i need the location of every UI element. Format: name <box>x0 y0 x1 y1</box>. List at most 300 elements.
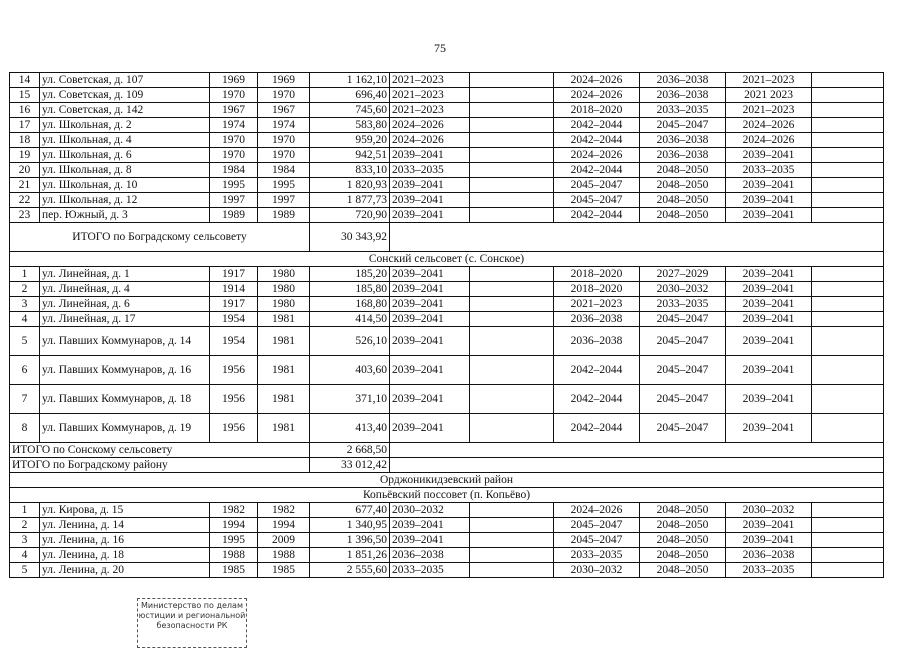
total-label: ИТОГО по Боградскому району <box>10 458 310 473</box>
period-cell: 2021–2023 <box>390 88 470 103</box>
empty-cell <box>812 282 884 297</box>
period-cell <box>470 193 554 208</box>
period-cell: 2036–2038 <box>640 133 726 148</box>
table-row <box>10 297 884 312</box>
address-cell: ул. Ленина, д. 18 <box>40 548 210 563</box>
address-cell: ул. Павших Коммунаров, д. 14 <box>40 327 210 356</box>
total-label: ИТОГО по Боградскому сельсовету <box>10 223 310 252</box>
area-cell: 959,20 <box>310 133 390 148</box>
period-cell: 2039–2041 <box>390 312 470 327</box>
empty-cell <box>812 327 884 356</box>
period-cell: 2048–2050 <box>640 163 726 178</box>
area-cell: 403,60 <box>310 356 390 385</box>
period-cell: 2039–2041 <box>390 356 470 385</box>
build-year-cell: 1994 <box>210 518 258 533</box>
empty-cell <box>812 297 884 312</box>
commission-year-cell: 1980 <box>258 267 310 282</box>
period-cell: 2045–2047 <box>640 118 726 133</box>
period-cell: 2033–2035 <box>554 548 640 563</box>
period-cell: 2048–2050 <box>640 548 726 563</box>
period-cell: 2039–2041 <box>390 414 470 443</box>
period-cell: 2039–2041 <box>390 327 470 356</box>
build-year-cell: 1974 <box>210 118 258 133</box>
period-cell <box>470 282 554 297</box>
row-number-cell: 16 <box>10 103 40 118</box>
table-row <box>10 267 884 282</box>
table-row <box>10 193 884 208</box>
period-cell: 2045–2047 <box>640 385 726 414</box>
commission-year-cell: 1988 <box>258 548 310 563</box>
period-cell: 2039–2041 <box>726 518 812 533</box>
period-cell <box>470 327 554 356</box>
table-row <box>10 312 884 327</box>
table-row <box>10 563 884 578</box>
period-cell <box>470 356 554 385</box>
area-cell: 2 555,60 <box>310 563 390 578</box>
table-row <box>10 503 884 518</box>
address-cell: ул. Павших Коммунаров, д. 16 <box>40 356 210 385</box>
empty-cell <box>812 178 884 193</box>
period-cell: 2039–2041 <box>726 193 812 208</box>
commission-year-cell: 1970 <box>258 88 310 103</box>
period-cell: 2039–2041 <box>726 327 812 356</box>
address-cell: ул. Ленина, д. 20 <box>40 563 210 578</box>
table-row <box>10 103 884 118</box>
period-cell: 2039–2041 <box>390 193 470 208</box>
row-number-cell: 3 <box>10 297 40 312</box>
period-cell: 2039–2041 <box>390 297 470 312</box>
area-cell: 720,90 <box>310 208 390 223</box>
table-row <box>10 548 884 563</box>
empty-cell <box>390 443 884 458</box>
address-cell: ул. Советская, д. 107 <box>40 73 210 88</box>
page-number: 75 <box>434 41 446 55</box>
period-cell: 2039–2041 <box>390 148 470 163</box>
area-cell: 185,20 <box>310 267 390 282</box>
row-number-cell: 22 <box>10 193 40 208</box>
commission-year-cell: 1970 <box>258 133 310 148</box>
commission-year-cell: 1970 <box>258 148 310 163</box>
period-cell: 2042–2044 <box>554 356 640 385</box>
address-cell: ул. Школьная, д. 2 <box>40 118 210 133</box>
empty-cell <box>812 163 884 178</box>
section-header-row <box>10 488 884 503</box>
row-number-cell: 23 <box>10 208 40 223</box>
period-cell: 2045–2047 <box>640 327 726 356</box>
total-row <box>10 223 884 252</box>
commission-year-cell: 1981 <box>258 327 310 356</box>
period-cell <box>470 414 554 443</box>
empty-cell <box>812 133 884 148</box>
period-cell: 2033–2035 <box>726 163 812 178</box>
table-row <box>10 163 884 178</box>
address-cell: ул. Школьная, д. 6 <box>40 148 210 163</box>
commission-year-cell: 1985 <box>258 563 310 578</box>
empty-cell <box>812 312 884 327</box>
period-cell: 2024–2026 <box>726 118 812 133</box>
period-cell: 2033–2035 <box>640 297 726 312</box>
period-cell: 2039–2041 <box>390 518 470 533</box>
commission-year-cell: 1974 <box>258 118 310 133</box>
table-row <box>10 178 884 193</box>
row-number-cell: 8 <box>10 414 40 443</box>
total-row <box>10 458 884 473</box>
table-row <box>10 88 884 103</box>
period-cell <box>470 548 554 563</box>
period-cell: 2024–2026 <box>390 118 470 133</box>
total-label: ИТОГО по Сонскому сельсовету <box>10 443 310 458</box>
address-cell: пер. Южный, д. 3 <box>40 208 210 223</box>
period-cell: 2036–2038 <box>726 548 812 563</box>
period-cell: 2048–2050 <box>640 518 726 533</box>
period-cell: 2024–2026 <box>554 503 640 518</box>
commission-year-cell: 1995 <box>258 178 310 193</box>
commission-year-cell: 1980 <box>258 297 310 312</box>
row-number-cell: 2 <box>10 518 40 533</box>
period-cell: 2048–2050 <box>640 208 726 223</box>
build-year-cell: 1970 <box>210 88 258 103</box>
empty-cell <box>812 518 884 533</box>
row-number-cell: 1 <box>10 503 40 518</box>
period-cell: 2033–2035 <box>726 563 812 578</box>
period-cell: 2039–2041 <box>726 312 812 327</box>
empty-cell <box>812 503 884 518</box>
period-cell: 2039–2041 <box>390 282 470 297</box>
period-cell: 2045–2047 <box>554 193 640 208</box>
period-cell: 2027–2029 <box>640 267 726 282</box>
empty-cell <box>390 458 884 473</box>
period-cell: 2021 2023 <box>726 88 812 103</box>
address-cell: ул. Советская, д. 109 <box>40 88 210 103</box>
period-cell: 2039–2041 <box>390 267 470 282</box>
total-row <box>10 443 884 458</box>
registration-stamp <box>137 598 247 648</box>
period-cell: 2048–2050 <box>640 193 726 208</box>
period-cell: 2042–2044 <box>554 208 640 223</box>
table-row <box>10 282 884 297</box>
period-cell: 2042–2044 <box>554 414 640 443</box>
empty-cell <box>812 563 884 578</box>
commission-year-cell: 1984 <box>258 163 310 178</box>
area-cell: 414,50 <box>310 312 390 327</box>
area-cell: 745,60 <box>310 103 390 118</box>
stamp-line: безопасности РК <box>156 621 228 630</box>
area-cell: 526,10 <box>310 327 390 356</box>
empty-cell <box>390 223 884 252</box>
row-number-cell: 21 <box>10 178 40 193</box>
period-cell: 2036–2038 <box>640 73 726 88</box>
stamp-line: юстиции и региональной <box>138 611 246 620</box>
period-cell: 2039–2041 <box>390 533 470 548</box>
build-year-cell: 1956 <box>210 414 258 443</box>
row-number-cell: 5 <box>10 327 40 356</box>
period-cell: 2036–2038 <box>640 88 726 103</box>
period-cell: 2039–2041 <box>726 385 812 414</box>
build-year-cell: 1985 <box>210 563 258 578</box>
row-number-cell: 4 <box>10 548 40 563</box>
empty-cell <box>812 356 884 385</box>
build-year-cell: 1997 <box>210 193 258 208</box>
table-row <box>10 385 884 414</box>
commission-year-cell: 1981 <box>258 414 310 443</box>
period-cell <box>470 178 554 193</box>
area-cell: 185,80 <box>310 282 390 297</box>
period-cell: 2024–2026 <box>554 88 640 103</box>
address-cell: ул. Линейная, д. 4 <box>40 282 210 297</box>
table-row <box>10 73 884 88</box>
period-cell: 2045–2047 <box>640 414 726 443</box>
period-cell <box>470 118 554 133</box>
row-number-cell: 19 <box>10 148 40 163</box>
period-cell <box>470 312 554 327</box>
section-title: Орджоникидзевский район <box>10 473 884 488</box>
commission-year-cell: 1981 <box>258 385 310 414</box>
total-value: 30 343,92 <box>310 223 390 252</box>
table-row <box>10 533 884 548</box>
period-cell: 2039–2041 <box>726 267 812 282</box>
total-value: 33 012,42 <box>310 458 390 473</box>
area-cell: 942,51 <box>310 148 390 163</box>
period-cell <box>470 267 554 282</box>
address-cell: ул. Линейная, д. 1 <box>40 267 210 282</box>
period-cell <box>470 73 554 88</box>
area-cell: 168,80 <box>310 297 390 312</box>
table-row <box>10 133 884 148</box>
table-body <box>10 73 884 578</box>
table-row <box>10 414 884 443</box>
build-year-cell: 1956 <box>210 385 258 414</box>
row-number-cell: 1 <box>10 267 40 282</box>
row-number-cell: 17 <box>10 118 40 133</box>
address-cell: ул. Ленина, д. 14 <box>40 518 210 533</box>
period-cell: 2021–2023 <box>390 73 470 88</box>
period-cell: 2042–2044 <box>554 118 640 133</box>
period-cell: 2045–2047 <box>640 356 726 385</box>
table-row <box>10 208 884 223</box>
build-year-cell: 1982 <box>210 503 258 518</box>
area-cell: 1 851,26 <box>310 548 390 563</box>
area-cell: 833,10 <box>310 163 390 178</box>
period-cell: 2030–2032 <box>726 503 812 518</box>
address-cell: ул. Советская, д. 142 <box>40 103 210 118</box>
address-cell: ул. Кирова, д. 15 <box>40 503 210 518</box>
area-cell: 1 162,10 <box>310 73 390 88</box>
address-cell: ул. Павших Коммунаров, д. 18 <box>40 385 210 414</box>
address-cell: ул. Линейная, д. 6 <box>40 297 210 312</box>
empty-cell <box>812 267 884 282</box>
period-cell: 2036–2038 <box>640 148 726 163</box>
empty-cell <box>812 88 884 103</box>
section-header-row <box>10 473 884 488</box>
row-number-cell: 3 <box>10 533 40 548</box>
area-cell: 583,80 <box>310 118 390 133</box>
period-cell <box>470 297 554 312</box>
period-cell <box>470 533 554 548</box>
period-cell: 2048–2050 <box>640 178 726 193</box>
period-cell: 2024–2026 <box>554 73 640 88</box>
commission-year-cell: 1982 <box>258 503 310 518</box>
period-cell: 2018–2020 <box>554 267 640 282</box>
build-year-cell: 1917 <box>210 267 258 282</box>
period-cell: 2039–2041 <box>726 178 812 193</box>
commission-year-cell: 1980 <box>258 282 310 297</box>
period-cell: 2036–2038 <box>554 312 640 327</box>
row-number-cell: 4 <box>10 312 40 327</box>
section-title: Сонский сельсовет (с. Сонское) <box>10 252 884 267</box>
total-value: 2 668,50 <box>310 443 390 458</box>
build-year-cell: 1970 <box>210 133 258 148</box>
build-year-cell: 1954 <box>210 312 258 327</box>
table-row <box>10 148 884 163</box>
row-number-cell: 5 <box>10 563 40 578</box>
area-cell: 1 340,95 <box>310 518 390 533</box>
empty-cell <box>812 414 884 443</box>
period-cell <box>470 88 554 103</box>
period-cell: 2039–2041 <box>726 414 812 443</box>
table-row <box>10 327 884 356</box>
row-number-cell: 15 <box>10 88 40 103</box>
address-cell: ул. Линейная, д. 17 <box>40 312 210 327</box>
build-year-cell: 1956 <box>210 356 258 385</box>
period-cell: 2030–2032 <box>390 503 470 518</box>
stamp-line: Министерство по делам <box>141 601 243 610</box>
period-cell: 2045–2047 <box>554 178 640 193</box>
empty-cell <box>812 533 884 548</box>
address-cell: ул. Школьная, д. 8 <box>40 163 210 178</box>
row-number-cell: 2 <box>10 282 40 297</box>
commission-year-cell: 1981 <box>258 312 310 327</box>
period-cell <box>470 148 554 163</box>
build-year-cell: 1989 <box>210 208 258 223</box>
address-cell: ул. Ленина, д. 16 <box>40 533 210 548</box>
period-cell: 2018–2020 <box>554 282 640 297</box>
period-cell: 2042–2044 <box>554 385 640 414</box>
period-cell: 2045–2047 <box>554 533 640 548</box>
row-number-cell: 7 <box>10 385 40 414</box>
period-cell <box>470 385 554 414</box>
period-cell: 2033–2035 <box>390 563 470 578</box>
table-row <box>10 118 884 133</box>
period-cell: 2039–2041 <box>390 178 470 193</box>
row-number-cell: 20 <box>10 163 40 178</box>
period-cell: 2030–2032 <box>554 563 640 578</box>
period-cell: 2021–2023 <box>726 73 812 88</box>
period-cell: 2036–2038 <box>390 548 470 563</box>
period-cell: 2042–2044 <box>554 133 640 148</box>
period-cell: 2024–2026 <box>390 133 470 148</box>
build-year-cell: 1954 <box>210 327 258 356</box>
period-cell: 2039–2041 <box>726 148 812 163</box>
address-cell: ул. Школьная, д. 10 <box>40 178 210 193</box>
area-cell: 1 396,50 <box>310 533 390 548</box>
commission-year-cell: 1969 <box>258 73 310 88</box>
period-cell: 2024–2026 <box>726 133 812 148</box>
period-cell: 2021–2023 <box>390 103 470 118</box>
period-cell: 2039–2041 <box>726 282 812 297</box>
period-cell: 2030–2032 <box>640 282 726 297</box>
commission-year-cell: 1989 <box>258 208 310 223</box>
row-number-cell: 14 <box>10 73 40 88</box>
period-cell: 2048–2050 <box>640 503 726 518</box>
period-cell: 2033–2035 <box>640 103 726 118</box>
empty-cell <box>812 193 884 208</box>
area-cell: 413,40 <box>310 414 390 443</box>
build-year-cell: 1914 <box>210 282 258 297</box>
period-cell: 2021–2023 <box>726 103 812 118</box>
empty-cell <box>812 118 884 133</box>
period-cell <box>470 103 554 118</box>
period-cell: 2048–2050 <box>640 563 726 578</box>
build-year-cell: 1984 <box>210 163 258 178</box>
period-cell: 2039–2041 <box>390 385 470 414</box>
commission-year-cell: 2009 <box>258 533 310 548</box>
empty-cell <box>812 208 884 223</box>
period-cell: 2048–2050 <box>640 533 726 548</box>
address-cell: ул. Школьная, д. 12 <box>40 193 210 208</box>
empty-cell <box>812 148 884 163</box>
period-cell: 2024–2026 <box>554 148 640 163</box>
build-year-cell: 1995 <box>210 533 258 548</box>
period-cell <box>470 208 554 223</box>
period-cell: 2039–2041 <box>726 297 812 312</box>
period-cell: 2033–2035 <box>390 163 470 178</box>
build-year-cell: 1969 <box>210 73 258 88</box>
commission-year-cell: 1994 <box>258 518 310 533</box>
period-cell <box>470 133 554 148</box>
area-cell: 677,40 <box>310 503 390 518</box>
commission-year-cell: 1997 <box>258 193 310 208</box>
empty-cell <box>812 103 884 118</box>
area-cell: 1 877,73 <box>310 193 390 208</box>
period-cell: 2039–2041 <box>726 533 812 548</box>
period-cell: 2039–2041 <box>390 208 470 223</box>
period-cell <box>470 163 554 178</box>
build-year-cell: 1988 <box>210 548 258 563</box>
period-cell: 2039–2041 <box>726 356 812 385</box>
empty-cell <box>812 73 884 88</box>
table-row <box>10 518 884 533</box>
address-cell: ул. Павших Коммунаров, д. 19 <box>40 414 210 443</box>
period-cell: 2045–2047 <box>640 312 726 327</box>
build-year-cell: 1917 <box>210 297 258 312</box>
period-cell: 2036–2038 <box>554 327 640 356</box>
housing-register-table <box>9 72 884 578</box>
empty-cell <box>812 548 884 563</box>
period-cell: 2018–2020 <box>554 103 640 118</box>
area-cell: 1 820,93 <box>310 178 390 193</box>
period-cell <box>470 503 554 518</box>
section-title: Копьёвский поссовет (п. Копьёво) <box>10 488 884 503</box>
period-cell <box>470 563 554 578</box>
section-header-row <box>10 252 884 267</box>
commission-year-cell: 1981 <box>258 356 310 385</box>
area-cell: 696,40 <box>310 88 390 103</box>
period-cell: 2045–2047 <box>554 518 640 533</box>
empty-cell <box>812 385 884 414</box>
period-cell: 2039–2041 <box>726 208 812 223</box>
row-number-cell: 6 <box>10 356 40 385</box>
row-number-cell: 18 <box>10 133 40 148</box>
period-cell <box>470 518 554 533</box>
commission-year-cell: 1967 <box>258 103 310 118</box>
build-year-cell: 1967 <box>210 103 258 118</box>
build-year-cell: 1995 <box>210 178 258 193</box>
address-cell: ул. Школьная, д. 4 <box>40 133 210 148</box>
build-year-cell: 1970 <box>210 148 258 163</box>
area-cell: 371,10 <box>310 385 390 414</box>
table-row <box>10 356 884 385</box>
period-cell: 2021–2023 <box>554 297 640 312</box>
